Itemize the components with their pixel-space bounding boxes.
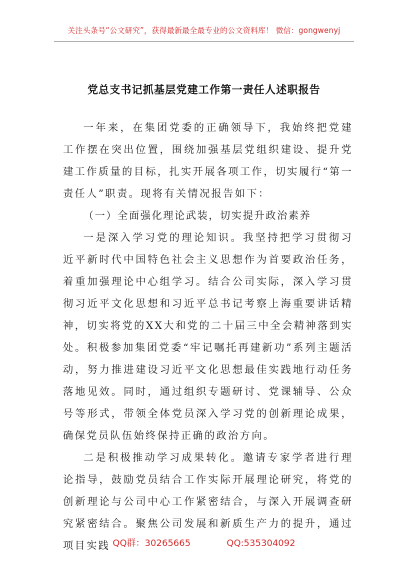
document-title: 党总支书记抓基层党建工作第一责任人述职报告 [87, 84, 321, 96]
body-paragraph-2: 二是积极推动学习成果转化。邀请专家学者进行理论指导，鼓励党员结合工作实际开展理论研究，将党的创新理论与公司中心工作紧密结合，与深入开展调查研究紧密结合。聚焦公司发展和新质生产力的提升，通过项目实践 [63, 453, 353, 552]
header-divider [54, 41, 354, 42]
body-paragraph-1: 一是深入学习党的理论知识。我坚持把学习贯彻习近平新时代中国特色社会主义思想作为首要政治任务，着重加强理论中心组学习。结合公司实际，深入学习贯彻习近平文化思想和习近平总书记考察上海重要讲话精神，切实将党的XX大和党的二十届三中全会精神落到实处。积极参加集团党委“牢记嘱托再建新功”系列主题活动，努力推进建设习近平文化思想最佳实践地行动任务落地见效。同时，通过组织专题研讨、党课辅导、公众号等形式，带领全体党员深入学习党的创新理论成果，确保党员队伍始终保持正确的政治方向。 [63, 233, 353, 442]
section-heading: （一）全面强化理论武装，切实提升政治素养 [83, 211, 312, 222]
header-banner: 关注头条号“公文研究”，获得最新最全最专业的公文资料库！ 微信：gongwenyj [67, 26, 341, 35]
document-body [63, 118, 353, 558]
footer-qq-group: QQ群：30265665 [112, 539, 191, 549]
intro-paragraph: 一年来，在集团党委的正确领导下，我始终把党建工作摆在突出位置，围绕加强基层党组织建设、提升党建工作质量的目标，扎实开展各项工作，切实履行“第一责任人”职责。现将有关情况报告如下： [63, 123, 353, 200]
footer-qq: QQ:535304092 [226, 539, 296, 549]
footer-contact [0, 536, 408, 549]
